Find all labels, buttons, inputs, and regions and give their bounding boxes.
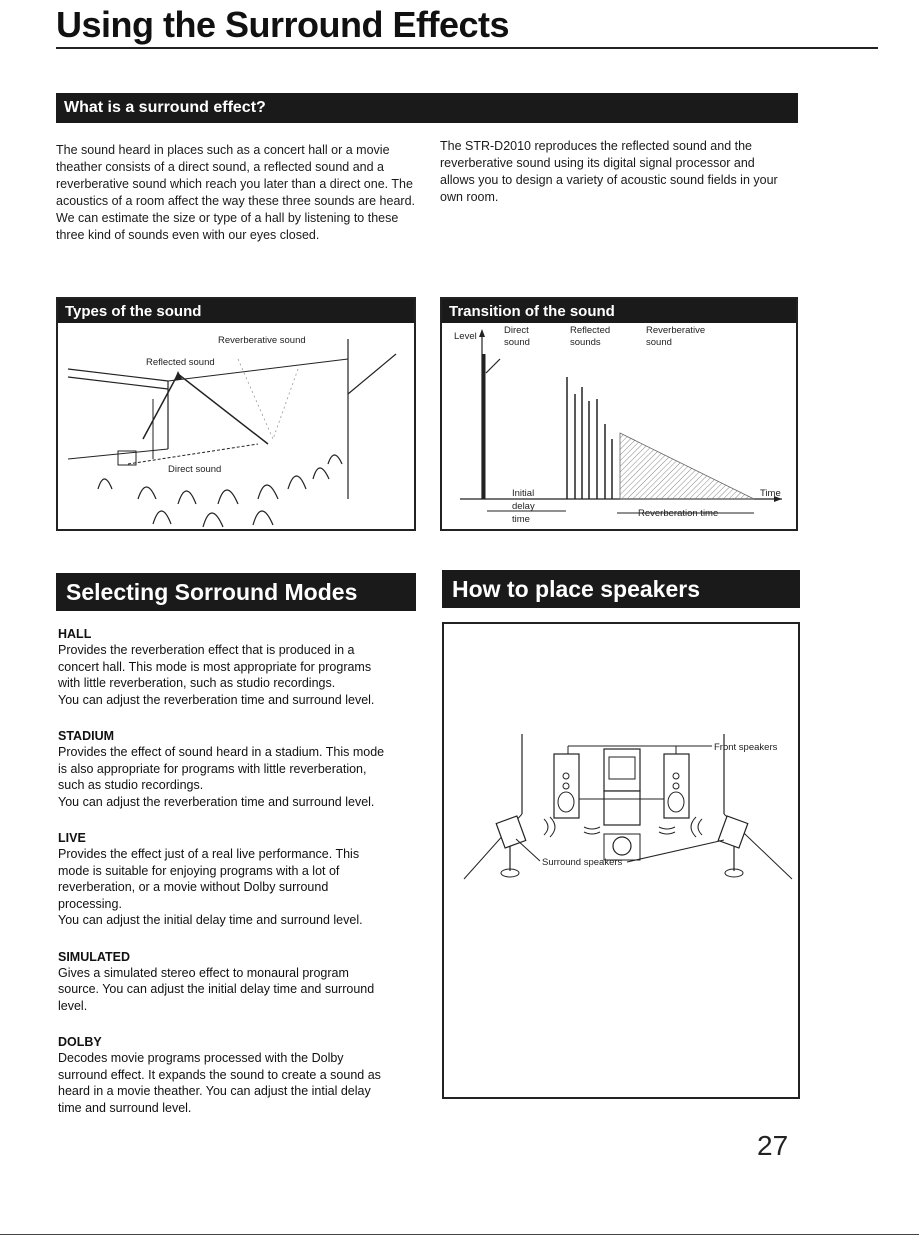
label-direct-2: sound [504, 337, 530, 348]
types-figure [56, 297, 416, 531]
surround-right-text-block [440, 138, 792, 206]
mode-name: STADIUM [58, 729, 115, 743]
mode-name: DOLBY [58, 1035, 102, 1049]
page-title: Using the Surround Effects [56, 4, 510, 45]
mode-hall [58, 626, 418, 708]
label-reflected: Reflected sound [146, 357, 215, 368]
modes-list [58, 626, 418, 1116]
mode-description: Gives a simulated stereo effect to monaural program source. You can adjust the initial delay time and surround level. [58, 965, 375, 1013]
modes-heading-bar [56, 573, 416, 611]
surround-left-speaker [496, 816, 526, 848]
speakers-heading: How to place speakers [452, 576, 700, 602]
transition-title: Transition of the sound [449, 303, 615, 320]
label-reverb-2: sound [646, 337, 672, 348]
surround-left-text-block [56, 142, 418, 244]
types-illustration [58, 299, 414, 529]
label-surround-speakers: Surround speakers [542, 857, 623, 868]
label-reflected-2: sounds [570, 337, 601, 348]
front-left-speaker [554, 754, 579, 818]
speakers-heading-bar [442, 570, 800, 608]
modes-heading: Selecting Sorround Modes [66, 579, 358, 605]
label-front-speakers: Front speakers [714, 742, 778, 753]
surround-right-speaker [718, 816, 748, 848]
mode-description: Provides the effect of sound heard in a stadium. This mode is also appropriate for programs with little reverberation, such as studio recordings. You can adjust the reverberation time and surround level. [58, 745, 385, 809]
label-reverb-1: Reverberative [646, 325, 706, 336]
page-number: 27 [757, 1130, 789, 1161]
surround-right-text: The STR-D2010 reproduces the reflected sound and the reverberative sound using its digital signal processor and allows you to design a variety of acoustic sound fields in your own room. [440, 139, 778, 204]
transition-diagram [442, 299, 796, 529]
label-initial-3: time [512, 514, 530, 525]
surround-left-text: The sound heard in places such as a concert hall or a movie theather consists of a direct sound, a reflected sound and a reverberative sound which reach you later than a direct one. The acoustics of a room affect the way these three sounds are heard. We can estimate the size or type of a hall by listening to these three kind of sounds even with our eyes closed. [56, 143, 416, 242]
mode-description: Decodes movie programs processed with the Dolby surround effect. It expands the sound to create a sound as heard in a movie theather. You can adjust the intial delay time and surround level. [58, 1051, 381, 1115]
label-initial-1: Initial [512, 488, 535, 499]
mode-simulated [58, 949, 418, 1015]
mode-description: Provides the effect just of a real live performance. This mode is suitable for enjoying programs with a lot of reverberation, or a movie without Dolby surround processing. You can adjust the initial delay time and surround level. [58, 847, 363, 927]
surround-heading-bar [56, 93, 798, 123]
label-reflected-1: Reflected [570, 325, 611, 336]
label-level: Level [454, 331, 477, 342]
mode-dolby [58, 1034, 418, 1116]
front-right-speaker [664, 754, 689, 818]
mode-name: HALL [58, 627, 92, 641]
label-initial-2: delay [512, 501, 535, 512]
transition-figure [440, 297, 798, 531]
speakers-figure [442, 622, 800, 1099]
mode-name: SIMULATED [58, 949, 130, 964]
speakers-illustration [444, 624, 798, 1097]
mode-name: LIVE [58, 831, 86, 845]
label-direct: Direct sound [168, 464, 222, 475]
surround-heading: What is a surround effect? [64, 99, 266, 116]
label-direct-1: Direct [504, 325, 529, 336]
types-title: Types of the sound [65, 303, 202, 320]
label-reverberative: Reverberative sound [218, 335, 306, 346]
label-reverb-time: Reverberation time [638, 508, 719, 519]
label-time: Time [760, 488, 781, 499]
title-rule [56, 47, 878, 49]
mode-stadium [58, 728, 418, 810]
footer-rule [0, 1234, 919, 1235]
mode-description: Provides the reverberation effect that is produced in a concert hall. This mode is most appropriate for programs with little reverberation, such as studio recordings. You can adjust the reverberation time and surround level. [58, 643, 375, 707]
mode-live [58, 830, 418, 929]
